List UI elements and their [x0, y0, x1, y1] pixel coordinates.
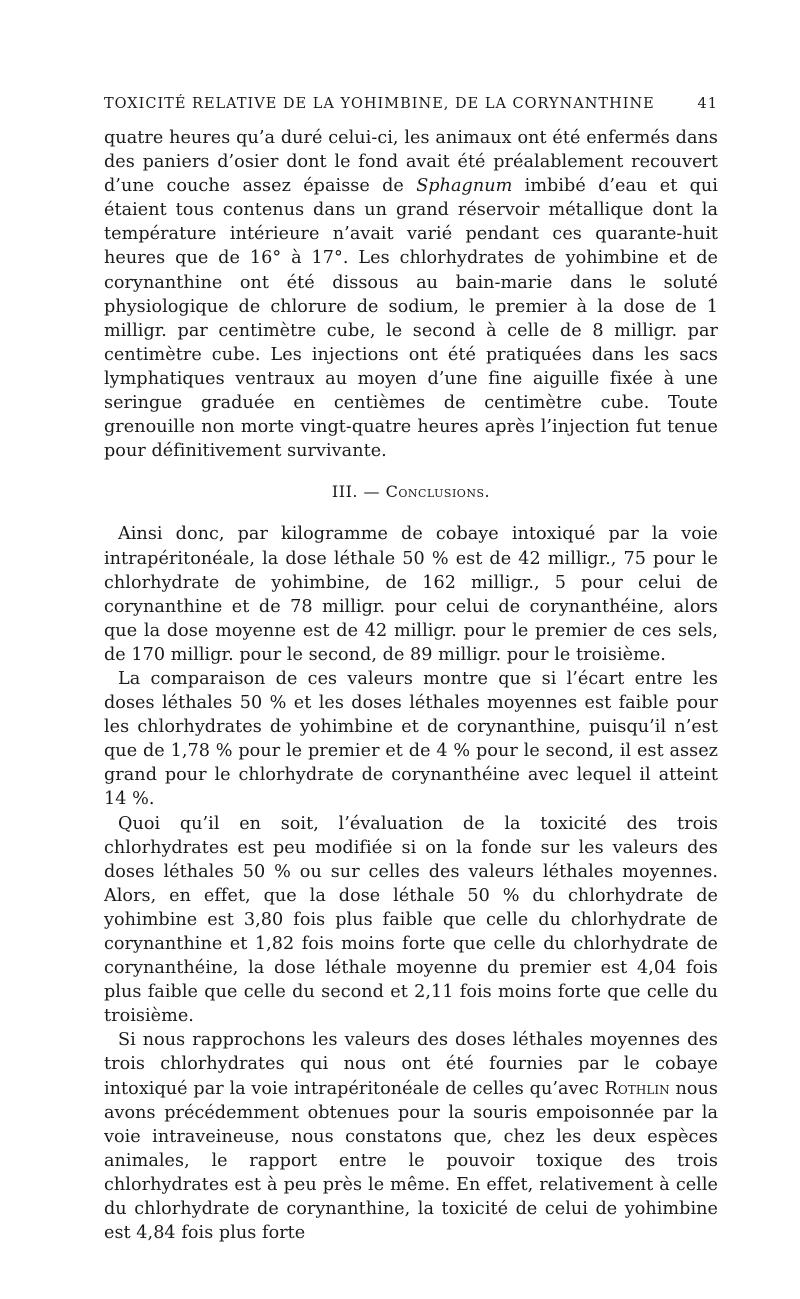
paragraph [104, 1028, 718, 1245]
section-numeral: III. [331, 482, 358, 502]
paragraph: La comparaison de ces valeurs montre que si l’écart entre les doses léthales 50 % et les doses léthales moyennes est faible pour les chlorhydrates de yohimbine et de corynanthine, puisqu’il n’est que de 1,78 % pour le premier et de 4 % pour le second, il est assez grand pour le chlorhydrate de corynanthéine avec lequel il atteint 14 %. [104, 668, 718, 810]
paragraph: Quoi qu’il en soit, l’évaluation de la toxicité des trois chlorhydrates est peu modifiée si on la fonde sur les valeurs des doses léthales 50 % ou sur celles des valeurs léthales moyennes. Alors, en effet, que la dose léthale 50 % du chlorhydrate de yohimbine est 3,80 fois plus faible que celle du chlorhydrate de corynanthine et 1,82 fois moins forte que celle du chlorhydrate de corynanthéine, la dose léthale moyenne du premier est 4,04 fois plus faible que celle du second et 2,11 fois moins forte que celle du troisième. [104, 813, 718, 1027]
running-header [104, 96, 718, 112]
paragraph-text: imbibé d’eau et qui étaient tous contenus dans un grand réservoir métallique dont la température intérieure n’avait varié pendant ces quarante-huit heures que de 16° à 17°. Les chlorhydrates de yohimbine et de corynanthine ont été dissous au bain-marie dans le soluté physiologique de chlorure de sodium, le premier à la dose de 1 milligr. par centimètre cube, le second à celle de 8 milligr. par centimètre cube. Les injections ont été pratiquées dans les sacs lymphatiques ventraux au moyen d’une fine aiguille fixée à une seringue graduée en centièmes de centimètre cube. Toute grenouille non morte vingt-quatre heures après l’injection fut tenue pour définitivement survivante. [104, 176, 718, 462]
section-dash: — [357, 482, 386, 502]
running-title: TOXICITÉ RELATIVE DE LA YOHIMBINE, DE LA CORYNANTHINE [104, 96, 655, 112]
body-text [104, 126, 718, 1245]
paragraph-text: Si nous rapprochons les valeurs des doses léthales moyennes des trois chlorhydrates qui nous ont été fournies par le cobaye intoxiqué par la voie intrapéritonéale de celles qu’avec [104, 1030, 718, 1099]
italic-term: Sphagnum [416, 176, 513, 197]
paragraph-continued [104, 126, 718, 463]
author-name: Rothlin [604, 1078, 670, 1099]
page-number: 41 [697, 96, 718, 112]
section-title: Conclusions. [385, 482, 491, 502]
paragraph-text: quatre heures qu’a duré celui-ci, les animaux ont été enfermés dans des paniers d’osier dont le fond avait été préalablement recouvert d’une couche assez épaisse de [104, 128, 718, 197]
page [104, 96, 718, 1245]
paragraph: Ainsi donc, par kilogramme de cobaye intoxiqué par la voie intrapéritonéale, la dose léthale 50 % est de 42 milligr., 75 pour le chlorhydrate de yohimbine, de 162 milligr., 5 pour celui de corynanthine et de 78 milligr. pour celui de corynanthéine, alors que la dose moyenne est de 42 milligr. pour le premier de ces sels, de 170 milligr. pour le second, de 89 milligr. pour le troisième. [104, 524, 718, 665]
section-heading [104, 480, 718, 504]
paragraph-text: nous avons précédemment obtenues pour la souris empoisonnée par la voie intraveineuse, nous constatons que, chez les deux espèces animales, le rapport entre le pouvoir toxique des trois chlorhydrates est à peu près le même. En effet, relativement à celle du chlorhydrate de corynanthine, la toxicité de celui de yohimbine est 4,84 fois plus forte [104, 1078, 718, 1244]
